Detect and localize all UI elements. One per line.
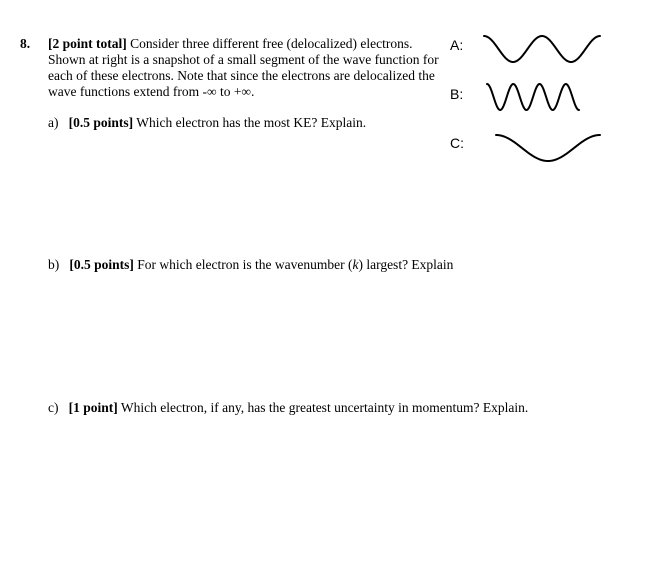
wave-b-diagram (483, 80, 583, 114)
part-a-text: Which electron has the most KE? Explain. (136, 115, 367, 130)
wave-b-curve (487, 84, 579, 110)
wave-c-curve (496, 135, 600, 161)
wave-a-label: A: (450, 37, 464, 53)
part-a (48, 115, 366, 131)
wave-a-curve (484, 36, 600, 62)
part-c-text: Which electron, if any, has the greatest uncertainty in momentum? Explain. (120, 400, 529, 415)
part-a-letter: a) (48, 115, 59, 130)
part-b-k-symbol: k (352, 257, 359, 272)
wave-c-label: C: (450, 135, 464, 151)
question-points: [2 point total] (48, 36, 127, 51)
part-a-points: [0.5 points] (68, 115, 134, 130)
wave-a-diagram (480, 32, 604, 66)
question-number: 8. (20, 36, 31, 51)
question-intro (48, 36, 443, 100)
part-b (48, 257, 453, 273)
part-b-text-before: For which electron is the wavenumber ( (137, 257, 353, 272)
part-b-points: [0.5 points] (69, 257, 134, 272)
part-c-letter: c) (48, 400, 59, 415)
question-intro-text: Consider three different free (delocalized) electrons. Shown at right is a snapshot of a small segment of the wave function for each of these electrons. Note that since the electrons are delocalized the wave functions extend from -∞ to +∞. (48, 36, 439, 99)
part-c (48, 400, 528, 416)
wave-c-diagram (492, 131, 604, 165)
wave-b-label: B: (450, 86, 464, 102)
part-b-text-after: ) largest? Explain (358, 257, 454, 272)
part-c-points: [1 point] (68, 400, 118, 415)
part-b-letter: b) (48, 257, 60, 272)
